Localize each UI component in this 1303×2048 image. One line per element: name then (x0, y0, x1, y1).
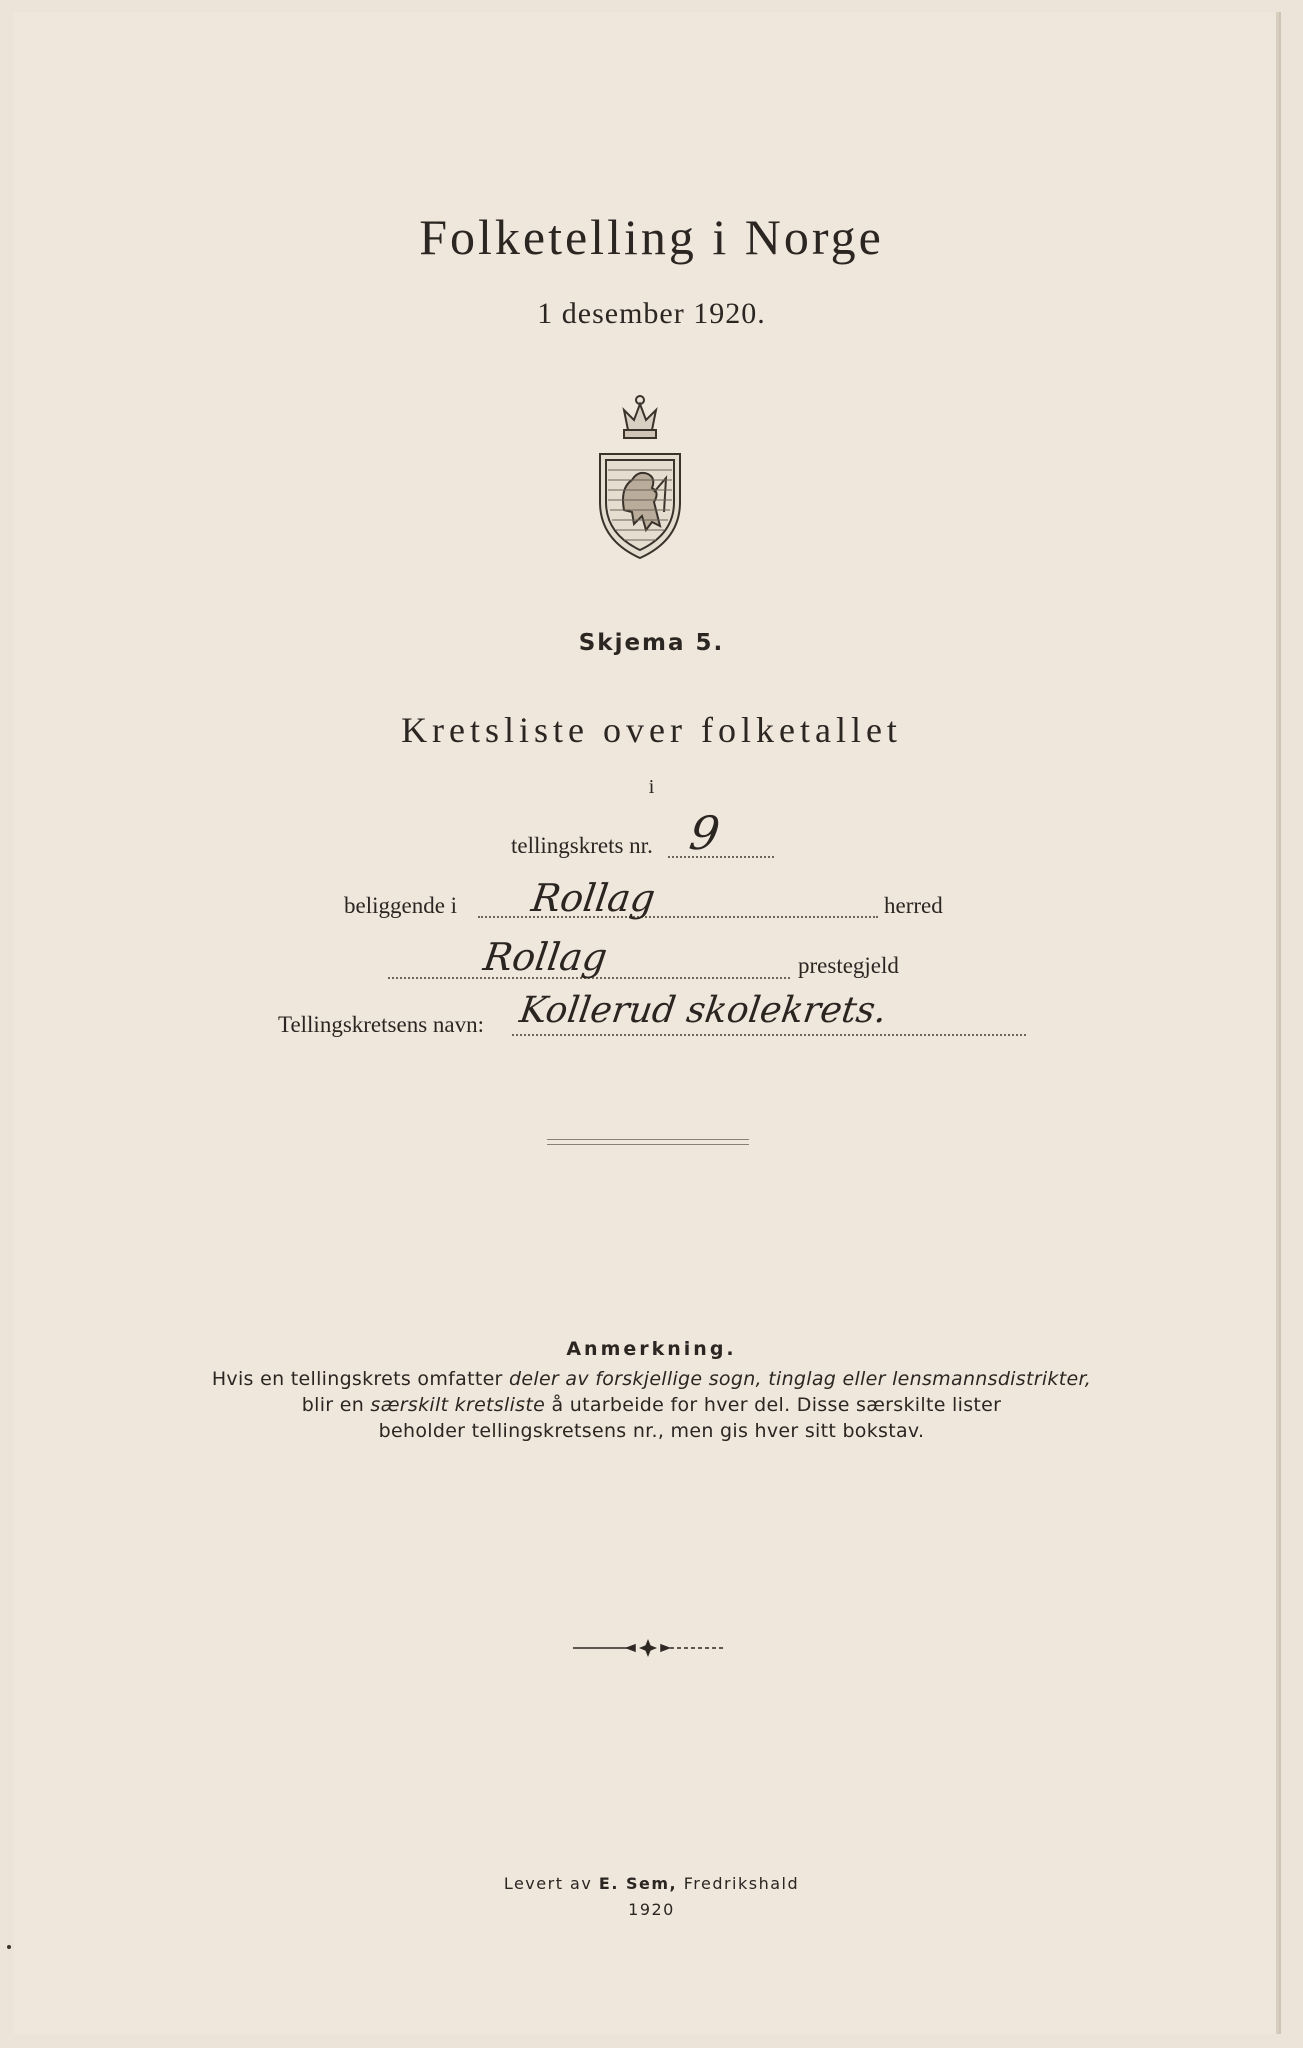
note-line-1 (0, 1368, 1303, 1390)
krets-name-label: Tellingskretsens navn: (278, 1012, 484, 1037)
printer-prefix: Levert av (503, 1874, 599, 1893)
printer-place: Fredrikshald (677, 1874, 800, 1893)
krets-name-line (512, 1034, 1026, 1036)
krets-name-value: Kollerud skolekrets. (517, 990, 890, 1031)
document-title: Folketelling i Norge (419, 209, 884, 265)
connector-word: i (648, 776, 655, 798)
krets-number-label: tellingskrets nr. (511, 833, 653, 858)
note-line-1-emphasis: deler av forskjellige sogn, tinglag eller lensmannsdistrikter, (509, 1368, 1092, 1390)
note-line-1-text: Hvis en tellingskrets omfatter (211, 1368, 510, 1390)
prestegjeld-value: Rollag (480, 935, 610, 979)
prestegjeld-label: prestegjeld (798, 953, 899, 978)
form-heading: Kretsliste over folketallet (401, 710, 902, 750)
herred-value: Rollag (528, 876, 658, 920)
printer-imprint (0, 1874, 1303, 1893)
note-line-2-emphasis: særskilt kretsliste (370, 1394, 546, 1416)
beliggende-label: beliggende i (344, 893, 458, 918)
herred-label: herred (884, 893, 943, 918)
edge-mark (7, 1945, 11, 1949)
krets-number-value: 9 (686, 806, 724, 860)
note-line-2 (0, 1394, 1303, 1416)
section-divider (547, 1139, 749, 1145)
note-title: Anmerkning. (566, 1338, 737, 1360)
document-date: 1 desember 1920. (537, 297, 766, 330)
schema-number: Skjema 5. (578, 630, 725, 656)
note-line-2-text-b: å utarbeide for hver del. Disse særskilte lister (545, 1394, 1002, 1416)
ornament-divider-icon (573, 1638, 723, 1658)
coat-of-arms-icon (594, 392, 686, 564)
printer-year: 1920 (628, 1900, 675, 1919)
printer-name: E. Sem, (598, 1874, 678, 1893)
show-through-texture (983, 330, 1203, 1730)
note-line-3: beholder tellingskretsens nr., men gis hver sitt bokstav. (378, 1420, 925, 1442)
krets-number-line (668, 856, 774, 858)
note-line-2-text-a: blir en (301, 1394, 371, 1416)
